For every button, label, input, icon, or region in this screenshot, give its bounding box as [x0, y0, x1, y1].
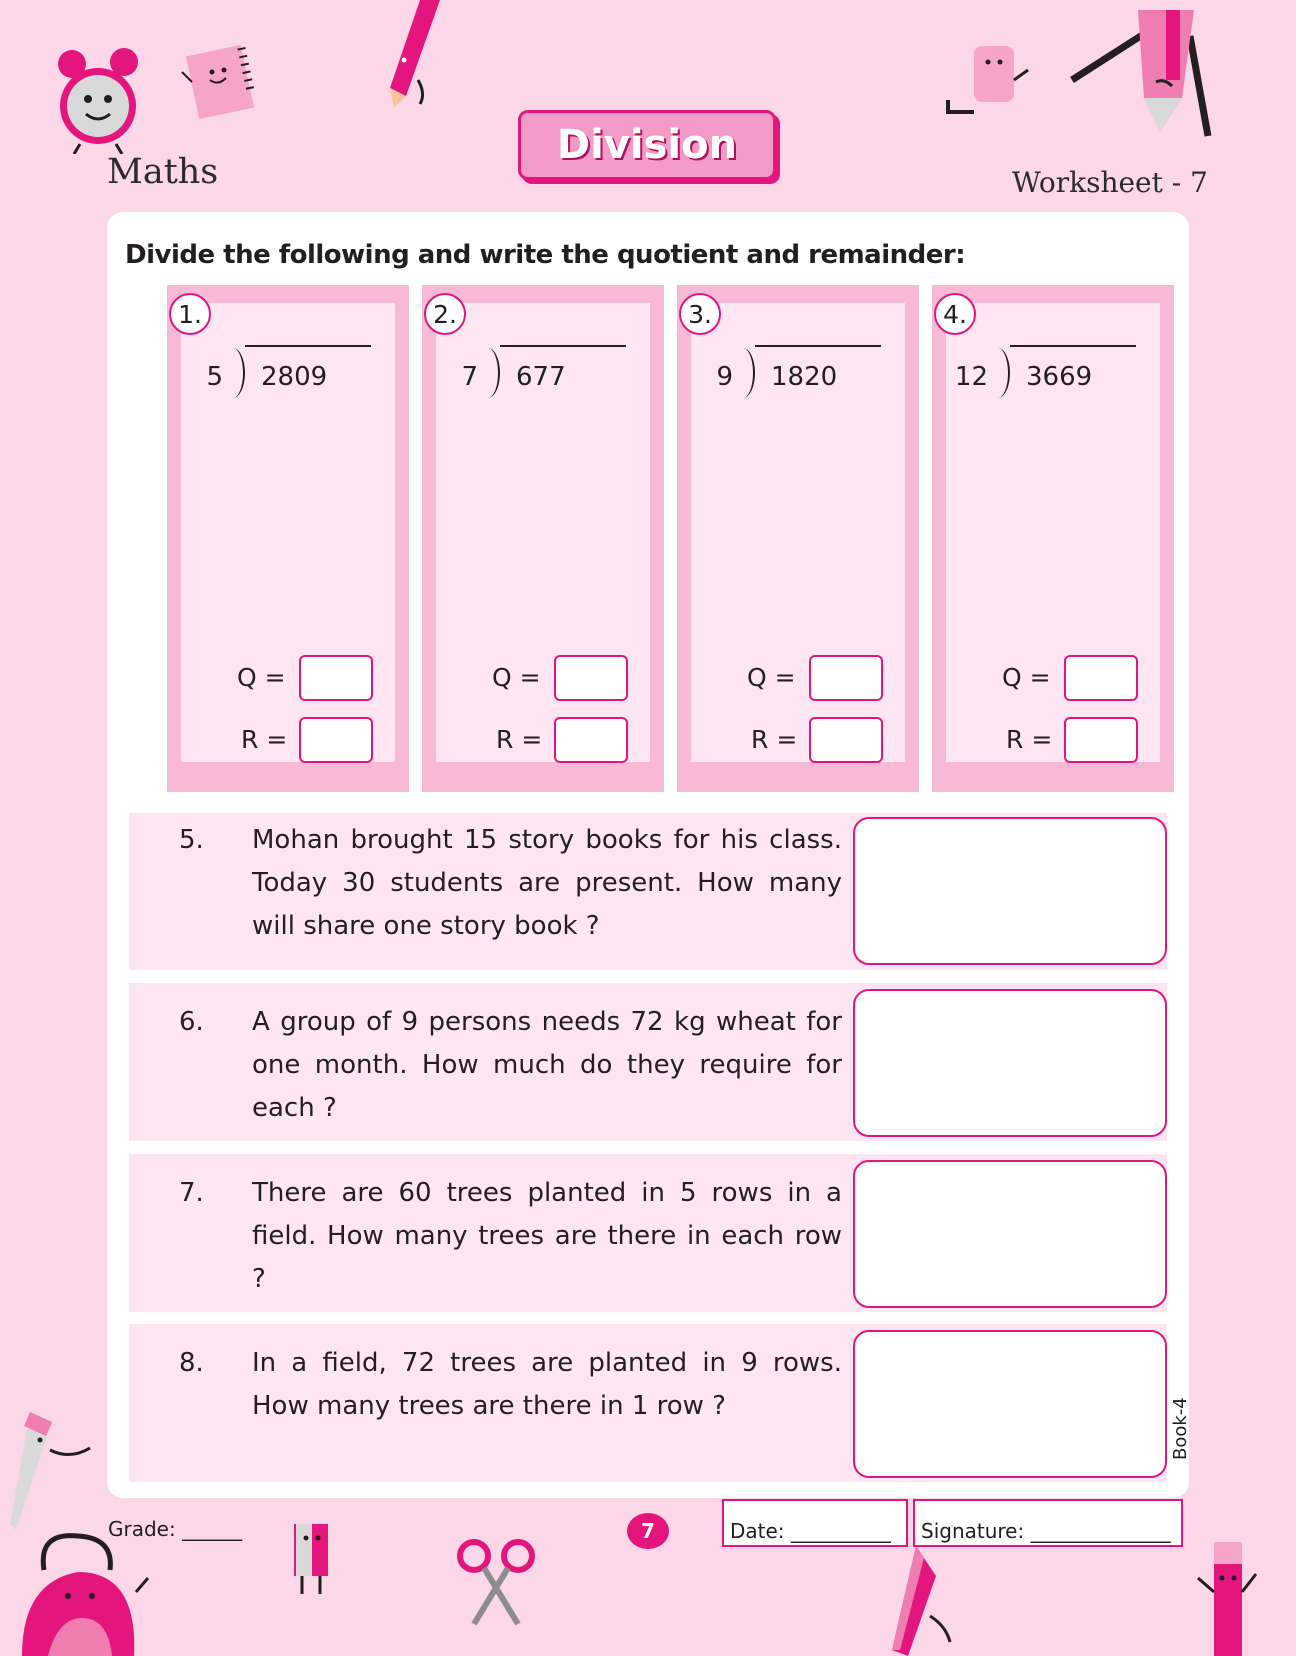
book-label: Book-4 [1170, 1397, 1191, 1460]
division-line [500, 345, 626, 347]
problem-number: 6. [179, 1007, 204, 1037]
word-problem-7 [129, 1154, 1167, 1312]
remainder-answer-box[interactable] [554, 717, 628, 763]
remainder-answer-box[interactable] [809, 717, 883, 763]
subject-label: Maths [107, 152, 219, 192]
page-number: 7 [641, 1519, 655, 1543]
sharpener-icon [284, 1520, 344, 1596]
dividend: 1820 [771, 362, 838, 392]
remainder-answer-box[interactable] [1064, 717, 1138, 763]
pencil-icon [1192, 1538, 1262, 1656]
quotient-label: Q = [237, 663, 286, 692]
question-number: 2. [424, 293, 466, 335]
division-card-1 [167, 285, 409, 792]
ruler-icon [10, 1410, 96, 1530]
dividend: 3669 [1026, 362, 1093, 392]
worksheet-title: Division [556, 122, 738, 168]
worksheet-title-banner [518, 110, 776, 180]
worksheet-number: Worksheet - 7 [1012, 166, 1208, 199]
divisor: 5 [206, 362, 223, 392]
pen-icon [880, 1546, 964, 1656]
date-field[interactable]: Date: __________ [722, 1499, 908, 1547]
dividend: 677 [516, 362, 566, 392]
answer-box[interactable] [853, 1160, 1167, 1308]
quotient-answer-box[interactable] [554, 655, 628, 701]
question-number: 3. [679, 293, 721, 335]
school-bag-icon [18, 1522, 150, 1656]
quotient-answer-box[interactable] [809, 655, 883, 701]
instruction-text: Divide the following and write the quotient and remainder: [125, 240, 966, 270]
word-problem-5 [129, 813, 1167, 970]
division-line [245, 345, 371, 347]
divisor: 9 [716, 362, 733, 392]
quotient-label: Q = [1002, 663, 1051, 692]
quotient-label: Q = [747, 663, 796, 692]
problem-text: A group of 9 persons needs 72 kg wheat for one month. How much do they require for each ? [252, 1007, 842, 1123]
page-number-badge [627, 1513, 669, 1549]
answer-box[interactable] [853, 989, 1167, 1137]
scissors-icon [456, 1536, 536, 1626]
remainder-label: R = [496, 725, 543, 754]
remainder-label: R = [751, 725, 798, 754]
answer-box[interactable] [853, 1330, 1167, 1478]
divisor: 12 [954, 362, 988, 392]
answer-box[interactable] [853, 817, 1167, 965]
word-problem-8 [129, 1324, 1167, 1482]
problem-number: 7. [179, 1178, 204, 1208]
question-number: 4. [934, 293, 976, 335]
quotient-label: Q = [492, 663, 541, 692]
dividend: 2809 [261, 362, 328, 392]
pencil-compass-icon [1070, 6, 1220, 138]
division-card-4 [932, 285, 1174, 792]
notepad-icon [178, 42, 262, 126]
quotient-answer-box[interactable] [299, 655, 373, 701]
remainder-label: R = [1006, 725, 1053, 754]
problem-text: In a field, 72 trees are planted in 9 rows. How many trees are there in 1 row ? [252, 1348, 842, 1421]
eraser-icon [944, 40, 1034, 120]
quotient-answer-box[interactable] [1064, 655, 1138, 701]
problem-text: There are 60 trees planted in 5 rows in a field. How many trees are there in each row ? [252, 1178, 842, 1294]
remainder-label: R = [241, 725, 288, 754]
grade-field[interactable]: Grade: ______ [108, 1517, 243, 1541]
question-number: 1. [169, 293, 211, 335]
problem-text: Mohan brought 15 story books for his class. Today 30 students are present. How many will share one story book ? [252, 825, 842, 941]
signature-field[interactable]: Signature: ______________ [913, 1499, 1183, 1547]
remainder-answer-box[interactable] [299, 717, 373, 763]
word-problem-6 [129, 983, 1167, 1141]
division-card-2 [422, 285, 664, 792]
division-card-3 [677, 285, 919, 792]
division-line [1010, 345, 1136, 347]
divisor: 7 [461, 362, 478, 392]
problem-number: 5. [179, 825, 204, 855]
division-line [755, 345, 881, 347]
alarm-clock-icon [50, 44, 150, 154]
problem-number: 8. [179, 1348, 204, 1378]
pencil-icon [380, 0, 450, 110]
